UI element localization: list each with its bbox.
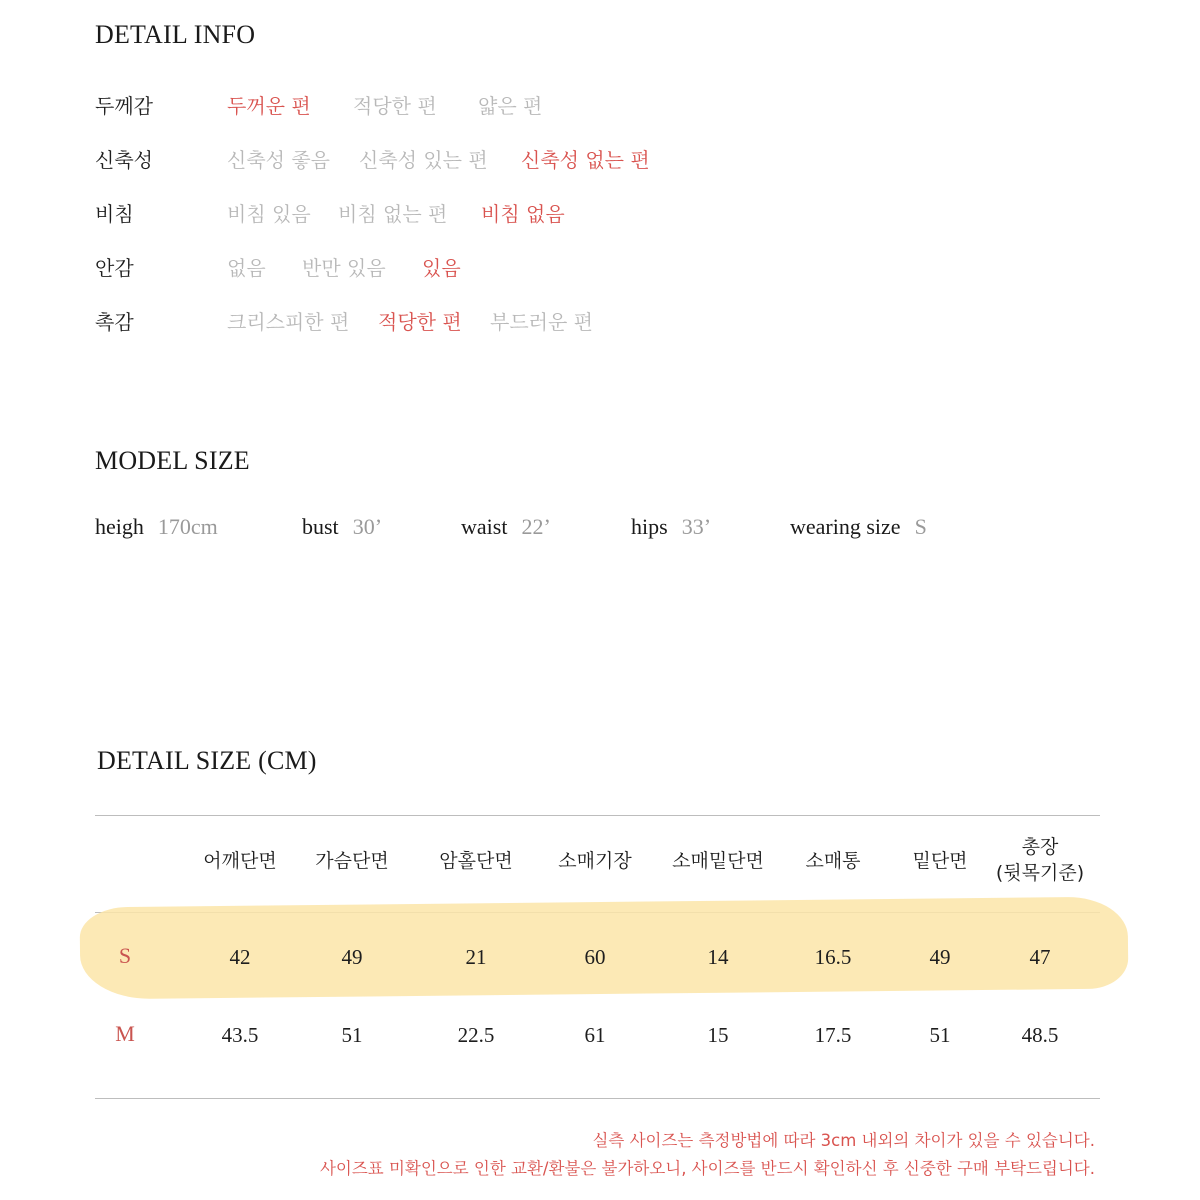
- table-cell: 48.5: [1021, 1023, 1059, 1047]
- detail-info-option: 비침 있음: [227, 202, 311, 226]
- measurement-note: 실측 사이즈는 측정방법에 따라 3cm 내외의 차이가 있을 수 있습니다.: [592, 1131, 1095, 1150]
- detail-info-option-selected: 신축성 없는 편: [521, 148, 650, 172]
- model-size-key: hips: [631, 514, 668, 539]
- table-column-header: 암홀단면: [439, 850, 513, 872]
- table-bottom-rule: [95, 1098, 1100, 1099]
- detail-info-label: 안감: [95, 256, 134, 280]
- detail-info-option-selected: 있음: [422, 256, 461, 280]
- table-cell: 16.5: [814, 945, 852, 969]
- exchange-policy-note: 사이즈표 미확인으로 인한 교환/환불은 불가하오니, 사이즈를 반드시 확인하신 후 신중한 구매 부탁드립니다.: [319, 1159, 1095, 1178]
- detail-info-option-selected: 적당한 편: [378, 310, 462, 334]
- table-top-rule: [95, 815, 1100, 816]
- model-size-item: [461, 514, 551, 540]
- table-cell: 61: [584, 1023, 606, 1047]
- size-row-label: S: [118, 943, 132, 968]
- detail-info-option: 비침 없는 편: [338, 202, 448, 226]
- table-cell: 47: [1029, 945, 1051, 969]
- model-size-value: 170cm: [157, 514, 218, 539]
- detail-info-option: 반만 있음: [302, 256, 386, 280]
- size-row-label: M: [115, 1021, 135, 1046]
- table-cell: 42: [229, 945, 251, 969]
- table-cell: 22.5: [457, 1023, 495, 1047]
- table-column-header-line: 총장: [1021, 836, 1059, 858]
- detail-info-label: 비침: [95, 202, 134, 226]
- detail-info-option: 부드러운 편: [490, 310, 593, 334]
- model-size-item: [95, 514, 218, 540]
- table-cell: 17.5: [814, 1023, 852, 1047]
- detail-info-option: 크리스피한 편: [227, 310, 350, 334]
- detail-info-title: DETAIL INFO: [95, 20, 256, 49]
- model-size-key: heigh: [95, 514, 144, 539]
- model-size-value: 33’: [681, 514, 712, 539]
- model-size-value: S: [914, 514, 927, 539]
- model-size-list: [95, 514, 995, 546]
- table-column-header: 밑단면: [912, 850, 968, 872]
- detail-info-option: 신축성 있는 편: [359, 148, 488, 172]
- detail-info-label: 두께감: [95, 94, 153, 118]
- detail-info-option: 신축성 좋음: [227, 148, 330, 172]
- table-cell: 49: [341, 945, 363, 969]
- table-column-header: 어깨단면: [203, 850, 277, 872]
- table-cell: 49: [929, 945, 951, 969]
- table-cell: 43.5: [221, 1023, 259, 1047]
- detail-info-option-selected: 비침 없음: [481, 202, 565, 226]
- detail-info-option: 없음: [227, 256, 266, 280]
- model-size-value: 30’: [352, 514, 383, 539]
- model-size-key: waist: [461, 514, 508, 539]
- detail-info-option: 얇은 편: [478, 94, 543, 118]
- table-column-header: [980, 834, 1100, 886]
- model-size-value: 22’: [521, 514, 551, 539]
- table-cell: 14: [707, 945, 729, 969]
- table-column-header: 소매밑단면: [672, 850, 764, 872]
- model-size-title: MODEL SIZE: [95, 446, 250, 475]
- table-cell: 21: [465, 945, 487, 969]
- table-column-header: 소매통: [805, 850, 861, 872]
- table-column-header: 가슴단면: [315, 850, 389, 872]
- model-size-item: [790, 514, 927, 540]
- model-size-key: wearing size: [790, 514, 901, 539]
- detail-info-label: 촉감: [95, 310, 134, 334]
- detail-info-option: 적당한 편: [353, 94, 437, 118]
- table-cell: 51: [929, 1023, 951, 1047]
- table-cell: 15: [707, 1023, 729, 1047]
- table-cell: 60: [584, 945, 606, 969]
- table-column-header-line: (뒷목기준): [995, 862, 1085, 884]
- detail-info-option-selected: 두꺼운 편: [227, 94, 311, 118]
- model-size-item: [302, 514, 382, 540]
- table-cell: 51: [341, 1023, 363, 1047]
- table-column-header: 소매기장: [558, 850, 632, 872]
- detail-size-title: DETAIL SIZE (CM): [97, 746, 317, 775]
- detail-info-label: 신축성: [95, 148, 153, 172]
- model-size-item: [631, 514, 711, 540]
- model-size-key: bust: [302, 514, 339, 539]
